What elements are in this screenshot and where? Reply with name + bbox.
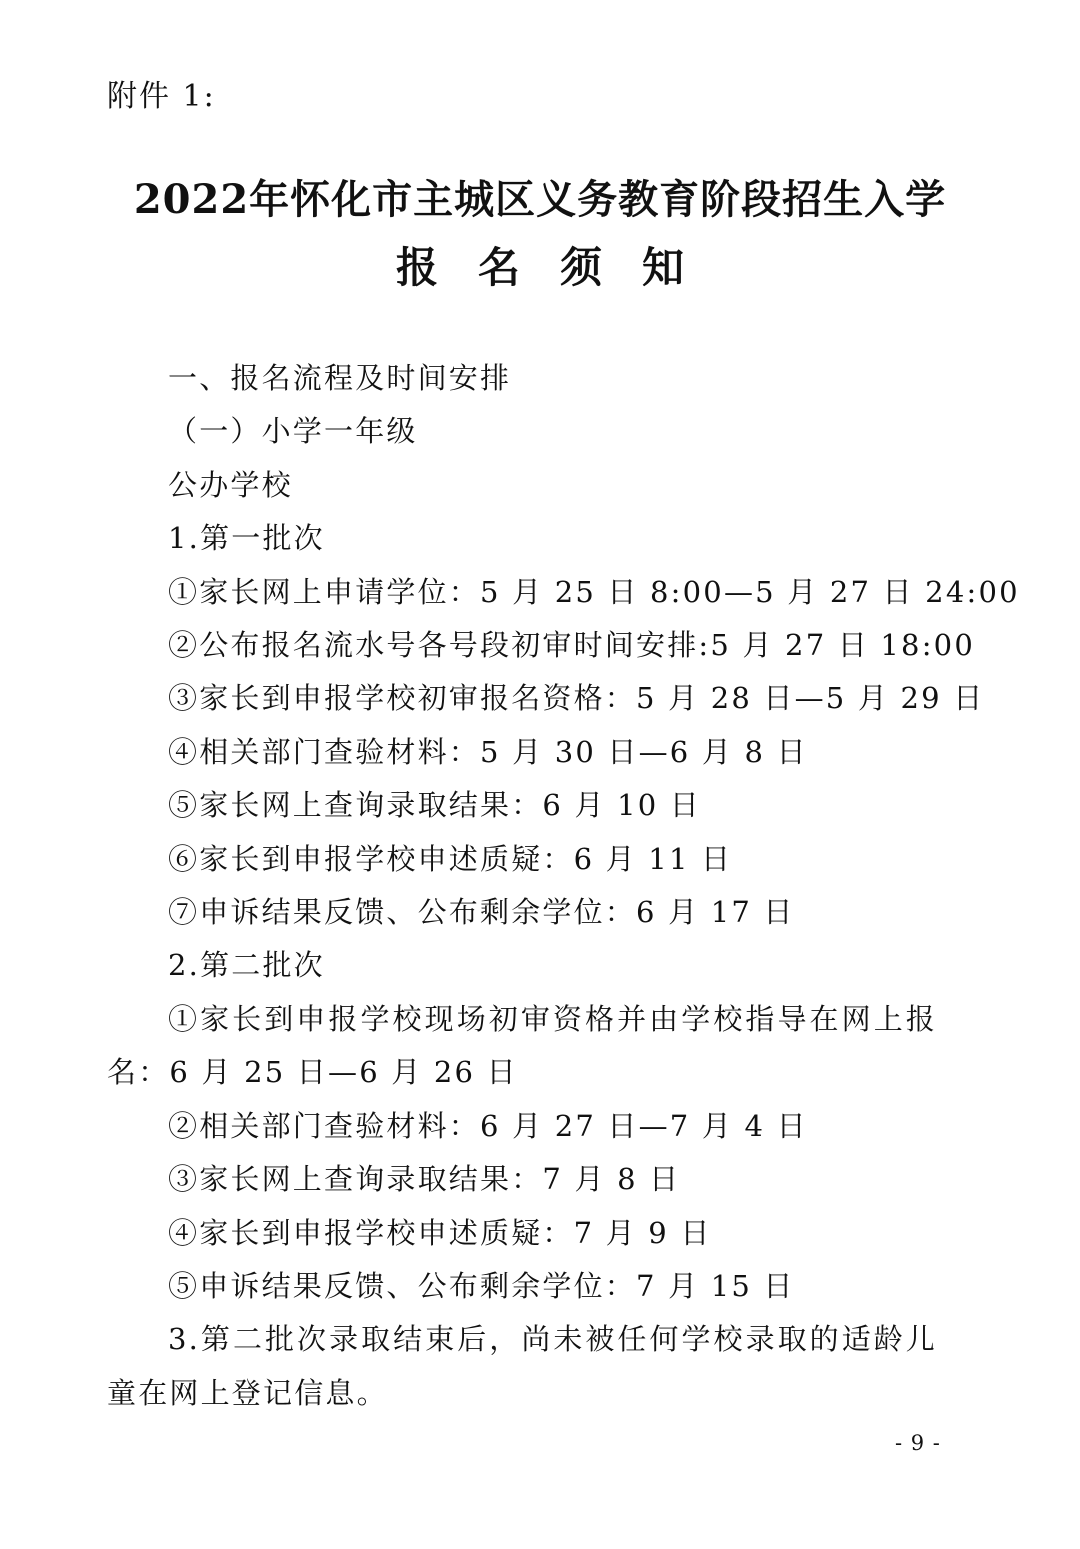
school-type-heading: 公办学校 <box>168 467 293 502</box>
document-title: 2022年怀化市主城区义务教育阶段招生入学 <box>133 176 947 223</box>
schedule-item: ⑤申诉结果反馈、公布剩余学位：7 月 15 日 <box>168 1268 795 1303</box>
schedule-item: ②公布报名流水号各号段初审时间安排:5 月 27 日 18:00 <box>168 628 975 663</box>
document-body <box>107 352 1020 1420</box>
schedule-item: ③家长网上查询录取结果：7 月 8 日 <box>168 1162 681 1197</box>
subsection-heading: （一）小学一年级 <box>168 414 418 449</box>
schedule-item: ①家长到申报学校现场初审资格并由学校指导在网上报名：6 月 25 日—6 月 26 日 <box>107 1001 937 1090</box>
schedule-item: ①家长网上申请学位：5 月 25 日 8:00—5 月 27 日 24:00 <box>168 574 1020 609</box>
schedule-item: ②相关部门查验材料：6 月 27 日—7 月 4 日 <box>168 1108 808 1143</box>
page-number: - 9 - <box>895 1431 941 1455</box>
document-subtitle: 报名须知 <box>395 243 724 292</box>
schedule-item: ⑥家长到申报学校申述质疑：6 月 11 日 <box>168 841 733 876</box>
section-heading: 一、报名流程及时间安排 <box>168 361 512 395</box>
schedule-item: ⑤家长网上查询录取结果：6 月 10 日 <box>168 788 702 823</box>
attachment-label: 附件 1: <box>107 79 216 114</box>
schedule-item: ⑦申诉结果反馈、公布剩余学位：6 月 17 日 <box>168 895 795 930</box>
batch-heading: 1.第一批次 <box>168 521 325 556</box>
schedule-item: ④家长到申报学校申述质疑：7 月 9 日 <box>168 1215 712 1250</box>
schedule-item: ④相关部门查验材料：5 月 30 日—6 月 8 日 <box>168 734 808 769</box>
schedule-item: ③家长到申报学校初审报名资格：5 月 28 日—5 月 29 日 <box>168 681 985 716</box>
note-paragraph: 3.第二批次录取结束后，尚未被任何学校录取的适龄儿童在网上登记信息。 <box>107 1322 937 1410</box>
batch-heading: 2.第二批次 <box>168 948 325 983</box>
